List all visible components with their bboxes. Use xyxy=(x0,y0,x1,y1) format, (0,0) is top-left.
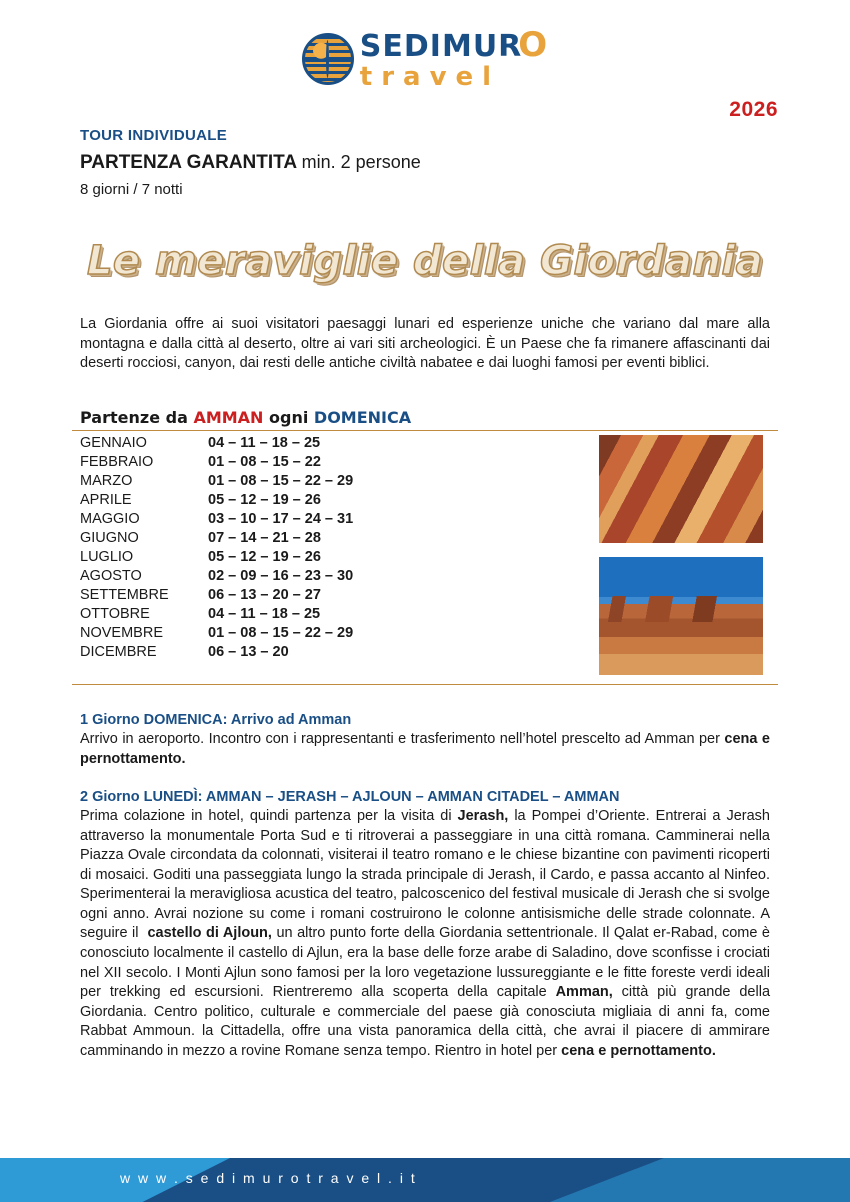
month-name: APRILE xyxy=(80,491,132,508)
year-label: 2026 xyxy=(729,98,778,121)
departures-table xyxy=(80,433,353,661)
month-days: 01 – 08 – 15 – 22 – 29 xyxy=(208,472,354,489)
brand-name-top-text: SEDIMUR xyxy=(359,29,523,64)
month-days: 04 – 11 – 18 – 25 xyxy=(208,605,321,622)
page-title-text: Le meraviglie della Giordania xyxy=(86,238,764,284)
month-name: SETTEMBRE xyxy=(80,586,169,603)
guaranteed-departure-label xyxy=(80,152,421,174)
month-name: LUGLIO xyxy=(80,548,134,565)
month-name: FEBBRAIO xyxy=(80,453,154,470)
table-row xyxy=(80,452,353,471)
footer-website[interactable]: w w w . s e d i m u r o t r a v e l . i t xyxy=(120,1170,417,1186)
departures-heading xyxy=(80,408,411,427)
month-name: MARZO xyxy=(80,472,133,489)
month-days: 07 – 14 – 21 – 28 xyxy=(208,529,321,546)
month-days: 03 – 10 – 17 – 24 – 31 xyxy=(208,510,354,527)
brand-logo xyxy=(0,25,850,92)
globe-icon xyxy=(302,33,354,85)
table-row xyxy=(80,642,353,661)
month-days: 02 – 09 – 16 – 23 – 30 xyxy=(208,567,354,584)
footer-swoosh-right xyxy=(550,1158,850,1202)
photo-petra-canyon-rock xyxy=(598,434,764,544)
month-days: 05 – 12 – 19 – 26 xyxy=(208,548,321,565)
month-days: 05 – 12 – 19 – 26 xyxy=(208,491,321,508)
itinerary-day-2-title: 2 Giorno LUNEDÌ: AMMAN – JERASH – AJLOUN – AMMAN CITADEL – AMMAN xyxy=(80,789,620,805)
table-row xyxy=(80,509,353,528)
guaranteed-text: PARTENZA GARANTITA xyxy=(80,152,297,173)
departures-prefix: Partenze da xyxy=(80,408,188,427)
departures-mid: ogni xyxy=(269,408,309,427)
departures-rule-bottom xyxy=(72,684,778,685)
page-title xyxy=(0,238,850,284)
footer-bar xyxy=(0,1158,850,1202)
photo-desert-rock-formation xyxy=(598,556,764,676)
duration-label: 8 giorni / 7 notti xyxy=(80,181,183,198)
month-days: 06 – 13 – 20 xyxy=(208,643,289,660)
table-row xyxy=(80,433,353,452)
month-name: AGOSTO xyxy=(80,567,142,584)
table-row xyxy=(80,547,353,566)
table-row xyxy=(80,604,353,623)
month-days: 01 – 08 – 15 – 22 xyxy=(208,453,321,470)
table-row xyxy=(80,528,353,547)
table-row xyxy=(80,585,353,604)
itinerary-day-2 xyxy=(80,789,770,1061)
tour-type-label: TOUR INDIVIDUALE xyxy=(80,127,228,144)
table-row xyxy=(80,566,353,585)
month-days: 04 – 11 – 18 – 25 xyxy=(208,434,321,451)
departures-city: AMMAN xyxy=(193,408,264,427)
table-row xyxy=(80,471,353,490)
itinerary-day-2-body: Prima colazione in hotel, quindi partenza per la visita di Jerash, la Pompei d’Oriente. Entrerai a Jerash attraverso la monumentale Porta Sud e ti ritroverai a passeggiare in una città romana. Camminerai nella Piazza Ovale circondata da colonnati, visiterai il teatro romano e le chiese bizantine con pavimenti ricoperti di mosaici. Goditi una passeggiata lungo la strada principale di Jerash, il Cardo, e passa accanto al Ninfeo. Sperimenterai la meravigliosa acustica del teatro, palcoscenico del festival musicale di Jerash che si svolge ogni anno. Avrai nozione su come i romani costruirono le colonne antisismiche delle strade colonnate. A seguire il castello di Ajloun, un altro punto forte della Giordania settentrionale. Il Qalat er-Rabad, come è conosciuto localmente il castello di Ajlun, era la base delle forze arabe di Saladino, dove sconfisse i crociati nel XII secolo. I Monti Ajlun sono famosi per la loro vegetazione lussureggiante e le fitte foreste verdi ideali per trekking ed escursioni. Rientreremo alla scoperta della capitale Amman, città più grande della Giordania. Centro politico, culturale e commerciale del paese già conosciuta migliaia di anni fa, come Rabbat Ammoun. la Cittadella, offre una vista panoramica della città, che avrai il piacere di ammirare camminando in mezzo a rovine Romane senza tempo. Rientro in hotel per cena e pernottamento. xyxy=(80,808,771,1059)
table-row xyxy=(80,490,353,509)
month-name: GENNAIO xyxy=(80,434,147,451)
itinerary-day-1-title: 1 Giorno DOMENICA: Arrivo ad Amman xyxy=(80,712,352,728)
brand-name-bottom: travel xyxy=(359,62,501,92)
month-name: MAGGIO xyxy=(80,510,140,527)
departures-rule-top xyxy=(72,430,778,431)
itinerary-day-1 xyxy=(80,712,770,769)
month-name: OTTOBRE xyxy=(80,605,150,622)
guaranteed-minimum: min. 2 persone xyxy=(301,152,421,172)
departures-frequency: DOMENICA xyxy=(313,408,412,427)
brand-name-top-tail: O xyxy=(518,25,549,65)
brand-name-top xyxy=(359,25,549,65)
intro-paragraph: La Giordania offre ai suoi visitatori paesaggi lunari ed esperienze uniche che variano dal mare alla montagna e dalla città al deserto, oltre ai vari siti archeologici. È un Paese che fa rimanere affascinanti dai deserti rocciosi, canyon, dai resti delle antiche civiltà nabatee e dai luoghi famosi per eventi biblici. xyxy=(80,316,770,372)
table-row xyxy=(80,623,353,642)
month-name: NOVEMBRE xyxy=(80,624,163,641)
month-name: DICEMBRE xyxy=(80,643,157,660)
month-days: 06 – 13 – 20 – 27 xyxy=(208,586,321,603)
month-days: 01 – 08 – 15 – 22 – 29 xyxy=(208,624,354,641)
itinerary-day-1-body: Arrivo in aeroporto. Incontro con i rappresentanti e trasferimento nell’hotel prescelto ad Amman per cena e pernottamento. xyxy=(80,731,770,767)
month-name: GIUGNO xyxy=(80,529,139,546)
